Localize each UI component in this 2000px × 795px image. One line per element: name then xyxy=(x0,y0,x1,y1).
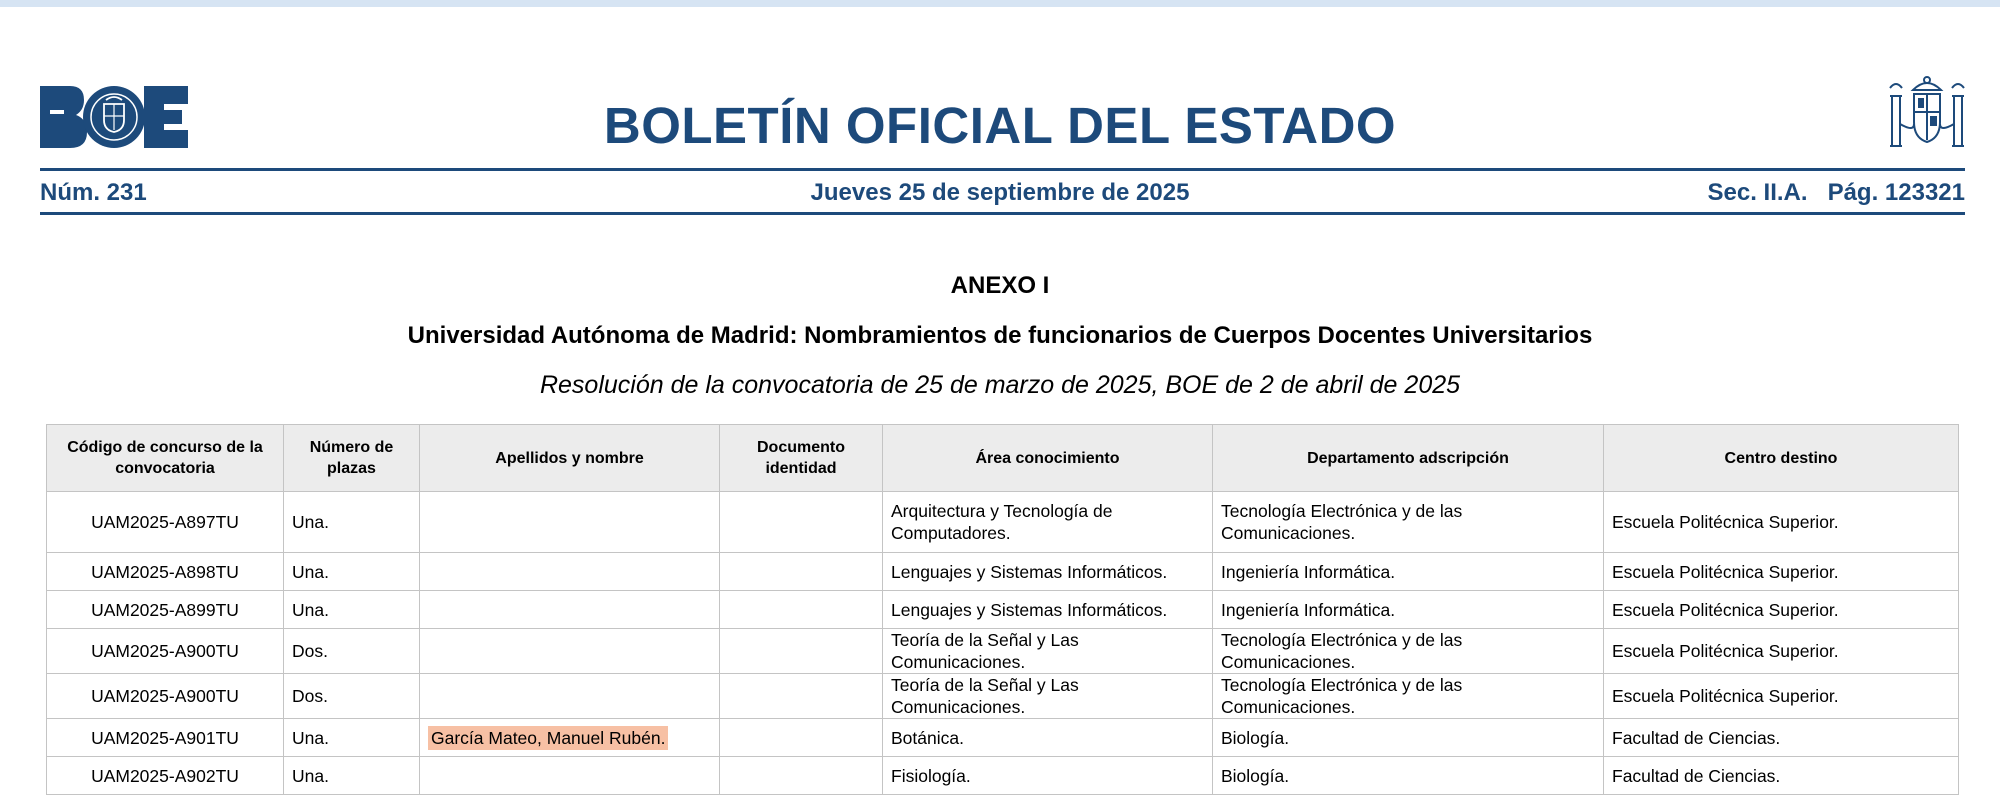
cell-places: Una. xyxy=(284,591,420,629)
cell-doc xyxy=(720,629,883,674)
cell-name xyxy=(420,492,720,553)
cell-dept: Tecnología Electrónica y de las Comunicaciones. xyxy=(1213,674,1604,719)
cell-center: Escuela Politécnica Superior. xyxy=(1604,591,1959,629)
issue-number: Núm. 231 xyxy=(40,179,147,206)
cell-dept: Biología. xyxy=(1213,757,1604,795)
top-bar xyxy=(0,0,2000,7)
cell-area: Botánica. xyxy=(883,719,1213,757)
cell-code: UAM2025-A899TU xyxy=(47,591,284,629)
cell-code: UAM2025-A900TU xyxy=(47,674,284,719)
cell-places: Una. xyxy=(284,757,420,795)
cell-doc xyxy=(720,757,883,795)
cell-name xyxy=(420,553,720,591)
issue-date: Jueves 25 de septiembre de 2025 xyxy=(810,179,1190,206)
cell-doc xyxy=(720,492,883,553)
gazette-title: BOLETÍN OFICIAL DEL ESTADO xyxy=(603,97,1397,154)
table-row xyxy=(47,757,1959,795)
cell-places: Dos. xyxy=(284,674,420,719)
col-header-doc: Documento identidad xyxy=(720,425,883,492)
cell-code: UAM2025-A901TU xyxy=(47,719,284,757)
cell-area: Lenguajes y Sistemas Informáticos. xyxy=(883,591,1213,629)
cell-area: Fisiología. xyxy=(883,757,1213,795)
cell-dept: Ingeniería Informática. xyxy=(1213,553,1604,591)
col-header-places: Número de plazas xyxy=(284,425,420,492)
highlighted-name: García Mateo, Manuel Rubén. xyxy=(428,726,668,750)
header-rule-bottom xyxy=(40,212,1965,215)
cell-name xyxy=(420,757,720,795)
header-rule-top xyxy=(40,168,1965,171)
table-row xyxy=(47,553,1959,591)
cell-code: UAM2025-A898TU xyxy=(47,553,284,591)
cell-area: Teoría de la Señal y Las Comunicaciones. xyxy=(883,674,1213,719)
cell-name xyxy=(420,674,720,719)
cell-code: UAM2025-A902TU xyxy=(47,757,284,795)
cell-center: Escuela Politécnica Superior. xyxy=(1604,492,1959,553)
cell-doc xyxy=(720,591,883,629)
cell-dept: Ingeniería Informática. xyxy=(1213,591,1604,629)
cell-places: Una. xyxy=(284,553,420,591)
document-heading: Universidad Autónoma de Madrid: Nombramientos de funcionarios de Cuerpos Docentes Universitarios xyxy=(407,322,1593,349)
col-header-name: Apellidos y nombre xyxy=(420,425,720,492)
page-label: Pág. 123321 xyxy=(1827,179,1965,206)
cell-places: Dos. xyxy=(284,629,420,674)
cell-center: Facultad de Ciencias. xyxy=(1604,757,1959,795)
col-header-area: Área conocimiento xyxy=(883,425,1213,492)
cell-dept: Tecnología Electrónica y de las Comunicaciones. xyxy=(1213,492,1604,553)
cell-name xyxy=(420,719,720,757)
section-page xyxy=(1708,179,1965,207)
cell-name xyxy=(420,591,720,629)
table-row xyxy=(47,492,1959,553)
cell-doc xyxy=(720,719,883,757)
table-header-row xyxy=(47,425,1959,492)
cell-doc xyxy=(720,674,883,719)
cell-center: Escuela Politécnica Superior. xyxy=(1604,553,1959,591)
cell-center: Escuela Politécnica Superior. xyxy=(1604,674,1959,719)
cell-places: Una. xyxy=(284,719,420,757)
cell-dept: Biología. xyxy=(1213,719,1604,757)
cell-dept: Tecnología Electrónica y de las Comunicaciones. xyxy=(1213,629,1604,674)
cell-area: Lenguajes y Sistemas Informáticos. xyxy=(883,553,1213,591)
cell-center: Escuela Politécnica Superior. xyxy=(1604,629,1959,674)
cell-places: Una. xyxy=(284,492,420,553)
table-row xyxy=(47,591,1959,629)
cell-name xyxy=(420,629,720,674)
cell-center: Facultad de Ciencias. xyxy=(1604,719,1959,757)
cell-code: UAM2025-A900TU xyxy=(47,629,284,674)
section-label: Sec. II.A. xyxy=(1707,179,1808,206)
resolution-line: Resolución de la convocatoria de 25 de marzo de 2025, BOE de 2 de abril de 2025 xyxy=(539,371,1461,399)
cell-code: UAM2025-A897TU xyxy=(47,492,284,553)
table-row xyxy=(47,629,1959,674)
cell-area: Arquitectura y Tecnología de Computadores. xyxy=(883,492,1213,553)
table-row xyxy=(47,719,1959,757)
annex-title: ANEXO I xyxy=(950,272,1050,299)
cell-doc xyxy=(720,553,883,591)
table-row xyxy=(47,674,1959,719)
col-header-code: Código de concurso de la convocatoria xyxy=(47,425,284,492)
col-header-center: Centro destino xyxy=(1604,425,1959,492)
col-header-dept: Departamento adscripción xyxy=(1213,425,1604,492)
appointments-table xyxy=(46,424,1959,795)
cell-area: Teoría de la Señal y Las Comunicaciones. xyxy=(883,629,1213,674)
